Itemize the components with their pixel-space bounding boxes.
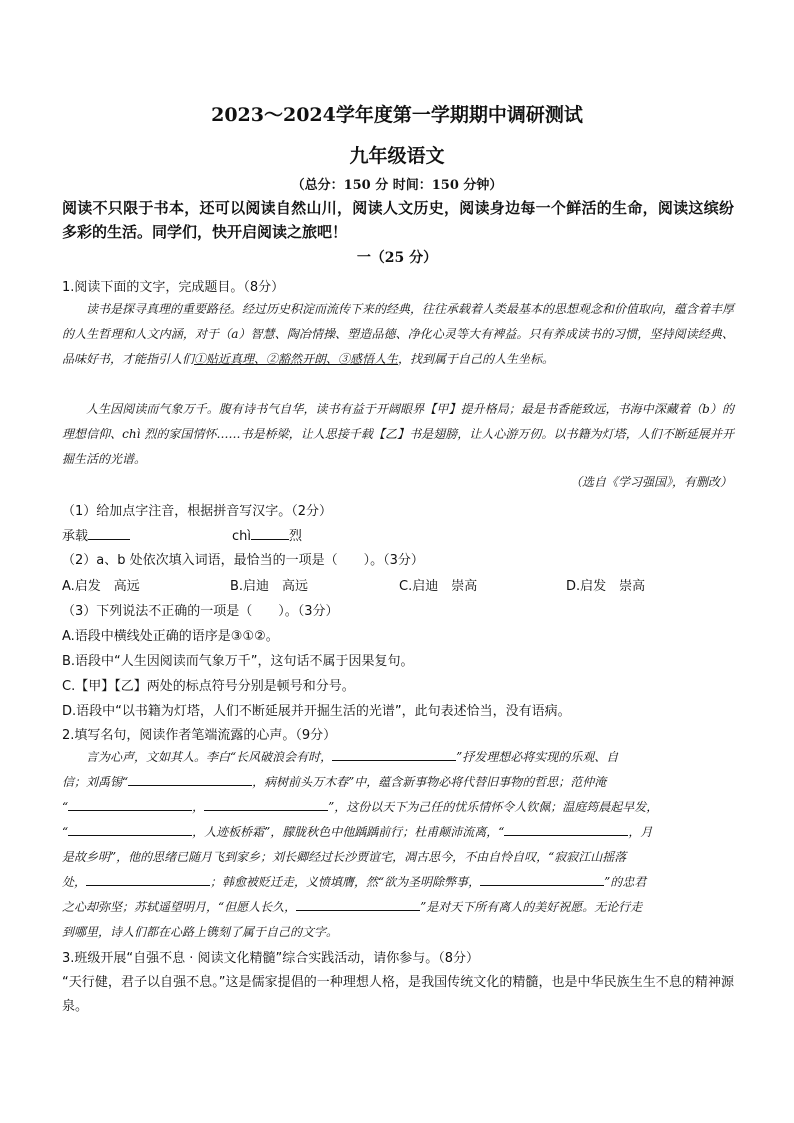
passage-text: ，找到属于自己的人生坐标。 xyxy=(398,352,555,366)
passage-text: 读书是探寻真理的重要路径。经过历史积淀而流传下来的经典，往往承载着人类最基本的思想观念和价值取向，蕴含着丰厚的人生哲理和人文内涵，对于（a）智慧、陶冶情操、塑造品德、净化心灵等大有裨益。只有养成读书的习惯，坚持阅读经典、品味好书，才能指引人们 xyxy=(62,302,735,366)
fill-text: ”，这份以天下为己任的忧乐情怀令人钦佩；温庭筠晨起早发， xyxy=(328,800,659,814)
passage-paragraph-1 xyxy=(62,297,734,372)
fill-text: ”抒发理想必将实现的乐观、自 xyxy=(456,750,619,764)
answer-blank[interactable] xyxy=(332,748,456,761)
exam-title: 2023～2024学年度第一学期期中调研测试 xyxy=(211,104,583,126)
fill-line xyxy=(62,745,734,770)
fill-text: “ xyxy=(62,825,69,839)
pinyin-text: chì xyxy=(232,529,251,544)
item-char: 烈 xyxy=(289,529,303,544)
fill-line: 是故乡明”，他的思绪已随月飞到家乡；刘长卿经过长沙贾谊宅，凋古思今，不由自怜自叹，“寂寂江山摇落 xyxy=(62,850,627,864)
fill-line: 到哪里，诗人们都在心路上镌刻了属于自己的文字。 xyxy=(62,925,339,939)
section-heading: 一（25 分） xyxy=(356,250,438,266)
answer-blank[interactable] xyxy=(128,773,252,786)
option-b[interactable]: B.启迪 高远 xyxy=(230,579,309,594)
fill-text: ， xyxy=(192,800,205,814)
option-d[interactable]: D.语段中“以书籍为灯塔，人们不断延展并开掘生活的光谱”，此句表述恰当，没有语病。 xyxy=(62,704,571,719)
fill-text: ，病树前头万木春”中，蕴含新事物必将代替旧事物的哲思；范仲淹 xyxy=(252,775,607,789)
underlined-phrase: ①贴近真理、②豁然开朗、③感悟人生 xyxy=(194,352,399,366)
question-3-text: “天行健，君子以自强不息。”这是儒家提倡的一种理想人格，是我国传统文化的精髓，也是中华民族生生不息的精神源泉。 xyxy=(62,975,734,1014)
option-d[interactable]: D.启发 崇高 xyxy=(566,579,646,594)
sub-question-2-options xyxy=(62,575,734,593)
answer-blank[interactable] xyxy=(296,898,420,911)
option-a[interactable]: A.启发 高远 xyxy=(62,579,140,594)
fill-text: ”是对天下所有离人的美好祝愿。无论行走 xyxy=(420,900,643,914)
answer-blank[interactable] xyxy=(68,823,192,836)
option-c[interactable]: C.启迪 崇高 xyxy=(399,579,478,594)
fill-line xyxy=(62,820,734,845)
answer-blank[interactable] xyxy=(251,527,289,540)
passage-paragraph-2: 人生因阅读而气象万千。腹有诗书气自华，读书有益于开阔眼界【甲】提升格局；最是书香能致远，书海中深藏着（b）的理想信仰、chì 烈的家国情怀……书是桥梁，让人思接千载【乙】书是翅膀，让人心游万仞。以书籍为灯塔，人们不断延展并开掘生活的光谱。 xyxy=(62,402,734,466)
fill-text: ；韩愈被贬迁走，义愤填膺，然“欲为圣明除弊事， xyxy=(210,875,481,889)
item-word: 承载 xyxy=(62,529,89,544)
answer-blank[interactable] xyxy=(86,873,210,886)
score-time-info: （总分：150 分 时间：150 分钟） xyxy=(291,178,503,193)
question-1-stem: 1.阅读下面的文字，完成题目。（8分） xyxy=(62,280,285,295)
fill-line xyxy=(62,870,734,895)
fill-text: ，月 xyxy=(628,825,653,839)
sub-question-1: （1）给加点字注音，根据拼音写汉字。（2分） xyxy=(62,504,333,519)
question-3-stem: 3.班级开展“自强不息 · 阅读文化精髓”综合实践活动，请你参与。（8分） xyxy=(62,951,480,966)
answer-blank[interactable] xyxy=(504,823,628,836)
fill-text: 信；刘禹锡“ xyxy=(62,775,129,789)
answer-blank[interactable] xyxy=(204,798,328,811)
sub-question-3: （3）下列说法不正确的一项是（ ）。（3分） xyxy=(62,604,339,619)
sub-question-2: （2）a、b 处依次填入词语，最恰当的一项是（ ）。（3分） xyxy=(62,553,424,568)
fill-line xyxy=(62,770,734,795)
fill-text: 处， xyxy=(62,875,87,889)
answer-blank[interactable] xyxy=(480,873,604,886)
fill-line xyxy=(62,795,734,820)
option-a[interactable]: A.语段中横线处正确的语序是③①②。 xyxy=(62,629,279,644)
fill-text: 言为心声，文如其人。李白“长风破浪会有时， xyxy=(86,750,333,764)
intro-text: 阅读不只限于书本，还可以阅读自然山川，阅读人文历史，阅读身边每一个鲜活的生命，阅读这缤纷多彩的生活。同学们，快开启阅读之旅吧！ xyxy=(62,199,734,241)
fill-text: “ xyxy=(62,800,69,814)
item-pinyin xyxy=(232,525,302,544)
sub-question-1-items xyxy=(62,525,734,544)
option-b[interactable]: B.语段中“人生因阅读而气象万千”，这句话不属于因果复句。 xyxy=(62,654,414,669)
fill-text: ”的忠君 xyxy=(604,875,647,889)
answer-blank[interactable] xyxy=(88,527,130,540)
fill-text: 之心却弥坚；苏轼遥望明月，“但愿人长久， xyxy=(62,900,297,914)
option-c[interactable]: C.【甲】【乙】两处的标点符号分别是顿号和分号。 xyxy=(62,679,355,694)
fill-line xyxy=(62,895,734,920)
fill-text: ，人迹板桥霜”，朦胧秋色中他踽踽前行；杜甫颠沛流离，“ xyxy=(192,825,505,839)
answer-blank[interactable] xyxy=(68,798,192,811)
question-2-stem: 2.填写名句，阅读作者笔端流露的心声。（9分） xyxy=(62,728,337,743)
source-note: （选自《学习强国》，有删改） xyxy=(569,475,732,489)
subject-title: 九年级语文 xyxy=(349,145,445,167)
